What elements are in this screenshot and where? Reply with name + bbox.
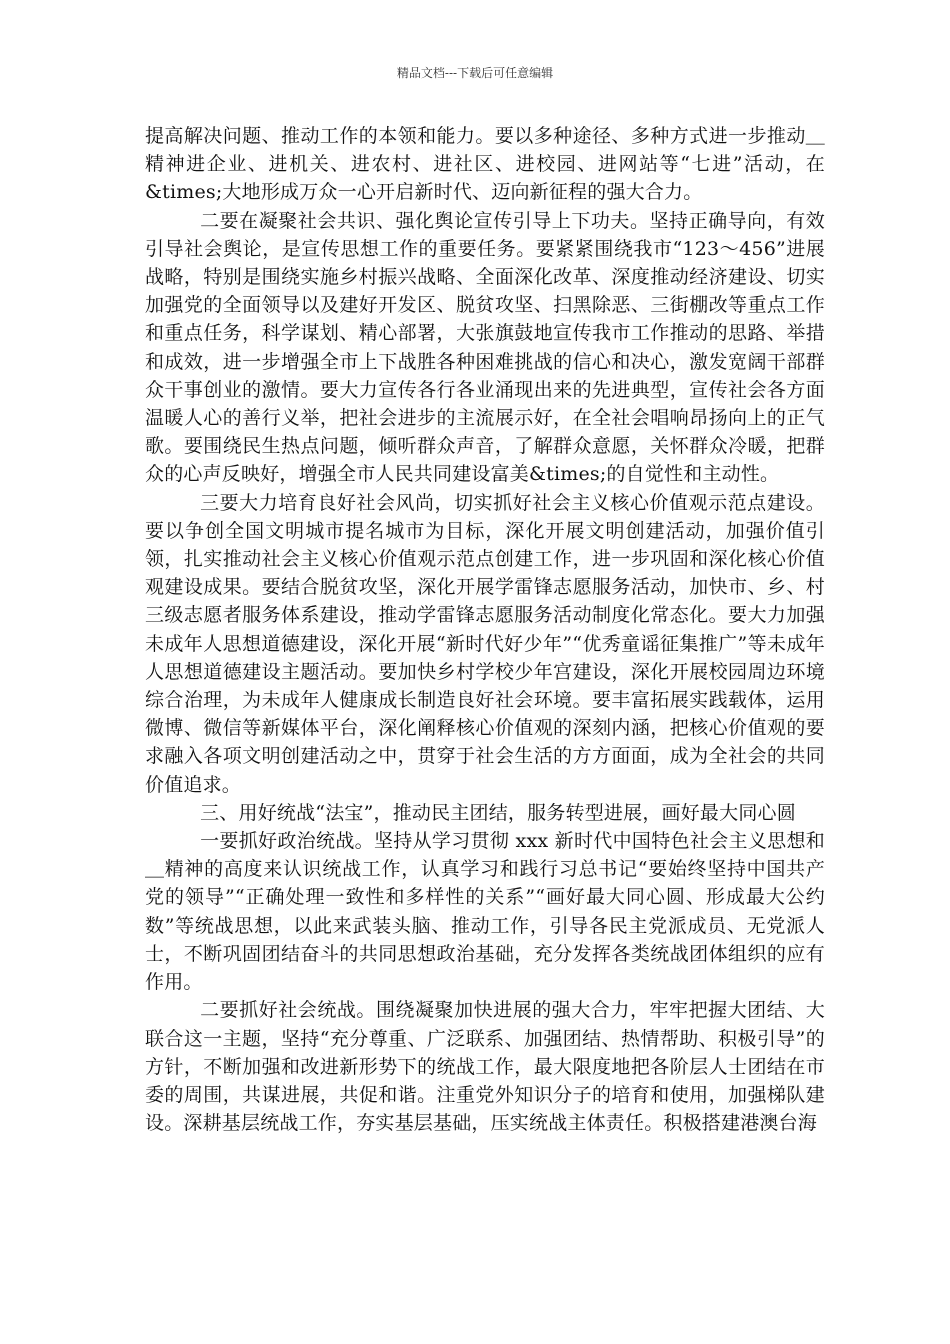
paragraph-1: 提高解决问题、推动工作的本领和能力。要以多种途径、多种方式进一步推动＿精神进企业、进机关、进农村、进社区、进校园、进网站等“七进”活动，在&times;大地形成万众一心开启新时代、迈向新征程的强大合力。 bbox=[145, 125, 825, 204]
paragraph-2: 二要在凝聚社会共识、强化舆论宣传引导上下功夫。坚持正确导向，有效引导社会舆论，是宣传思想工作的重要任务。要紧紧围绕我市“123～456”进展战略，特别是围绕实施乡村振兴战略、全面深化改革、深度推动经济建设、切实加强党的全面领导以及建好开发区、脱贫攻坚、扫黑除恶、三街棚改等重点工作和重点任务，科学谋划、精心部署，大张旗鼓地宣传我市工作推动的思路、举措和成效，进一步增强全市上下战胜各种困难挑战的信心和决心，激发宽阔干部群众干事创业的激情。要大力宣传各行各业涌现出来的先进典型，宣传社会各方面温暖人心的善行义举，把社会进步的主流展示好，在全社会唱响昂扬向上的正气歌。要围绕民生热点问题，倾听群众声音，了解群众意愿，关怀群众冷暖，把群众的心声反映好，增强全市人民共同建设富美&times;的自觉性和主动性。 bbox=[145, 209, 825, 486]
section-heading: 三、用好统战“法宝”，推动民主团结，服务转型进展，画好最大同心圆 bbox=[200, 801, 796, 824]
document-body bbox=[145, 122, 825, 1137]
paragraph-5: 二要抓好社会统战。围绕凝聚加快进展的强大合力，牢牢把握大团结、大联合这一主题，坚持“充分尊重、广泛联系、加强团结、热情帮助、积极引导”的方针，不断加强和改进新形势下的统战工作，最大限度地把各阶层人士团结在市委的周围，共谋进展，共促和谐。注重党外知识分子的培育和使用，加强梯队建设。深耕基层统战工作，夯实基层基础，压实统战主体责任。积极搭建港澳台海 bbox=[145, 999, 825, 1135]
paragraph-3: 三要大力培育良好社会风尚，切实抓好社会主义核心价值观示范点建设。要以争创全国文明城市提名城市为目标，深化开展文明创建活动，加强价值引领，扎实推动社会主义核心价值观示范点创建工作，进一步巩固和深化核心价值观建设成果。要结合脱贫攻坚，深化开展学雷锋志愿服务活动，加快市、乡、村三级志愿者服务体系建设，推动学雷锋志愿服务活动制度化常态化。要大力加强未成年人思想道德建设，深化开展“新时代好少年”“优秀童谣征集推广”等未成年人思想道德建设主题活动。要加快乡村学校少年宫建设，深化开展校园周边环境综合治理，为未成年人健康成长制造良好社会环境。要丰富拓展实践载体，运用微博、微信等新媒体平台，深化阐释核心价值观的深刻内涵，把核心价值观的要求融入各项文明创建活动之中，贯穿于社会生活的方方面面，成为全社会的共同价值追求。 bbox=[145, 491, 825, 796]
page-header: 精品文档---下载后可任意编辑 bbox=[396, 66, 554, 80]
paragraph-4: 一要抓好政治统战。坚持从学习贯彻 xxx 新时代中国特色社会主义思想和＿精神的高度来认识统战工作，认真学习和践行习总书记“要始终坚持中国共产党的领导”“正确处理一致性和多样性的关系”“画好最大同心圆、形成最大公约数”等统战思想，以此来武装头脑、推动工作，引导各民主党派成员、无党派人士，不断巩固团结奋斗的共同思想政治基础，充分发挥各类统战团体组织的应有作用。 bbox=[145, 830, 825, 994]
